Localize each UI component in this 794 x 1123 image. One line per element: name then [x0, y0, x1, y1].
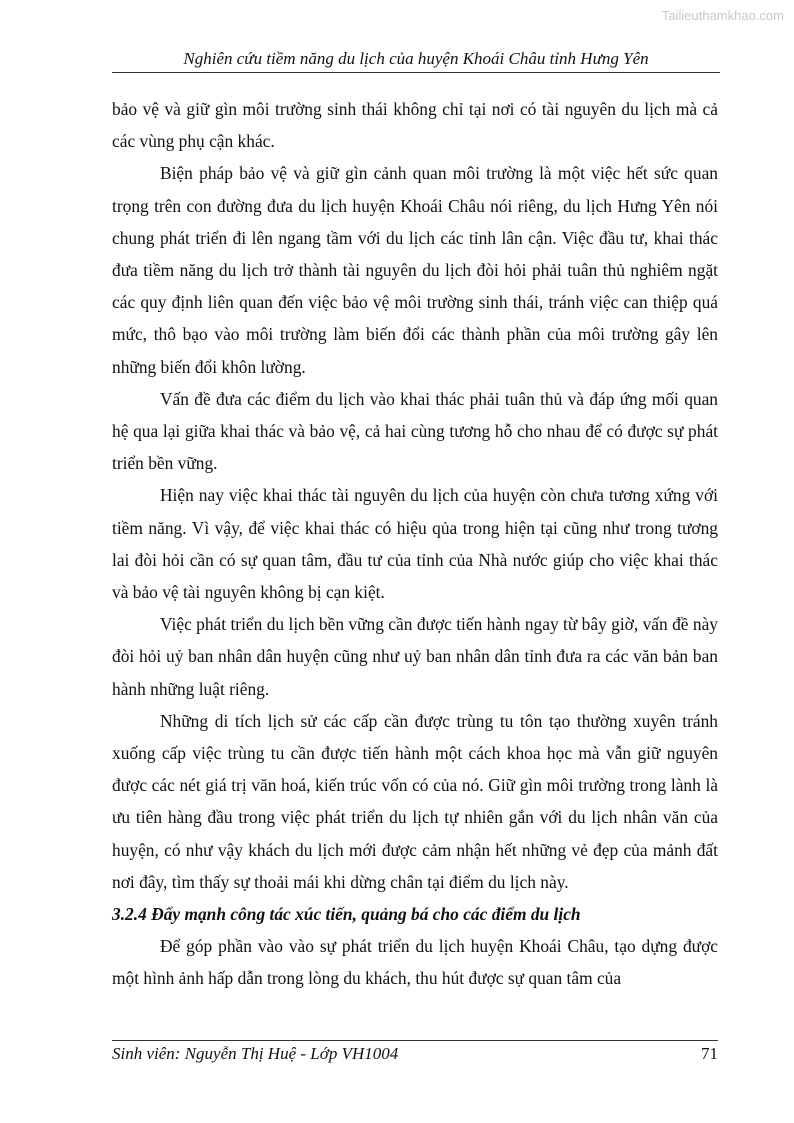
page-number: 71: [701, 1044, 718, 1063]
paragraph: Những di tích lịch sử các cấp cần được trùng tu tôn tạo thường xuyên tránh xuống cấp việc trùng tu cần được tiến hành một cách khoa học mà vẫn giữ nguyên được các nét giá trị văn hoá, kiến trúc vốn có của nó. Giữ gìn môi trường trong lành là ưu tiên hàng đầu trong việc phát triển du lịch tự nhiên gắn với du lịch nhân văn của huyện, có như vậy khách du lịch mới được cảm nhận hết những vẻ đẹp của mảnh đất nơi đây, tìm thấy sự thoải mái khi dừng chân tại điểm du lịch này.: [112, 710, 718, 892]
paragraph: Để góp phần vào vào sự phát triển du lịch huyện Khoái Châu, tạo dựng được một hình ảnh hấp dẫn trong lòng du khách, thu hút được sự quan tâm của: [112, 936, 718, 989]
section-heading: 3.2.4 Đẩy mạnh công tác xúc tiến, quảng bá cho các điểm du lịch: [112, 904, 581, 925]
paragraph: Vấn đề đưa các điểm du lịch vào khai thác phải tuân thủ và đáp ứng mối quan hệ qua lại giữa khai thác và bảo vệ, cả hai cùng tương hỗ cho nhau để có được sự phát triển bền vững.: [112, 388, 718, 474]
page-header: Nghiên cứu tiềm năng du lịch của huyện Khoái Châu tỉnh Hưng Yên: [112, 49, 720, 73]
page-body: [112, 93, 718, 995]
watermark: Tailieuthamkhao.com: [661, 8, 784, 23]
paragraph-continued: bảo vệ và giữ gìn môi trường sinh thái không chỉ tại nơi có tài nguyên du lịch mà cả các vùng phụ cận khác.: [112, 99, 718, 152]
page-footer: [112, 1040, 718, 1064]
paragraph: Việc phát triển du lịch bền vững cần được tiến hành ngay từ bây giờ, vấn đề này đòi hỏi uỷ ban nhân dân huyện cũng như uỷ ban nhân dân tỉnh đưa ra các văn bản ban hành những luật riêng.: [112, 614, 718, 699]
paragraph: Hiện nay việc khai thác tài nguyên du lịch của huyện còn chưa tương xứng với tiềm năng. Vì vậy, để việc khai thác có hiệu qủa trong hiện tại cũng như trong tương lai đòi hỏi cần có sự quan tâm, đầu tư của tỉnh của Nhà nước giúp cho việc khai thác và bảo vệ tài nguyên không bị cạn kiệt.: [112, 485, 718, 603]
footer-author: Sinh viên: Nguyễn Thị Huệ - Lớp VH1004: [112, 1044, 399, 1063]
paragraph: Biện pháp bảo vệ và giữ gìn cảnh quan môi trường là một việc hết sức quan trọng trên con đường đưa du lịch huyện Khoái Châu nói riêng, du lịch Hưng Yên nói chung phát triển đi lên ngang tầm với du lịch các tỉnh lân cận. Việc đầu tư, khai thác đưa tiềm năng du lịch trở thành tài nguyên du lịch đòi hỏi phải tuân thủ nghiêm ngặt các quy định liên quan đến việc bảo vệ môi trường sinh thái, tránh việc can thiệp quá mức, thô bạo vào môi trường làm biến đổi các thành phần của môi trường gây lên những biến đổi khôn lường.: [112, 163, 718, 377]
